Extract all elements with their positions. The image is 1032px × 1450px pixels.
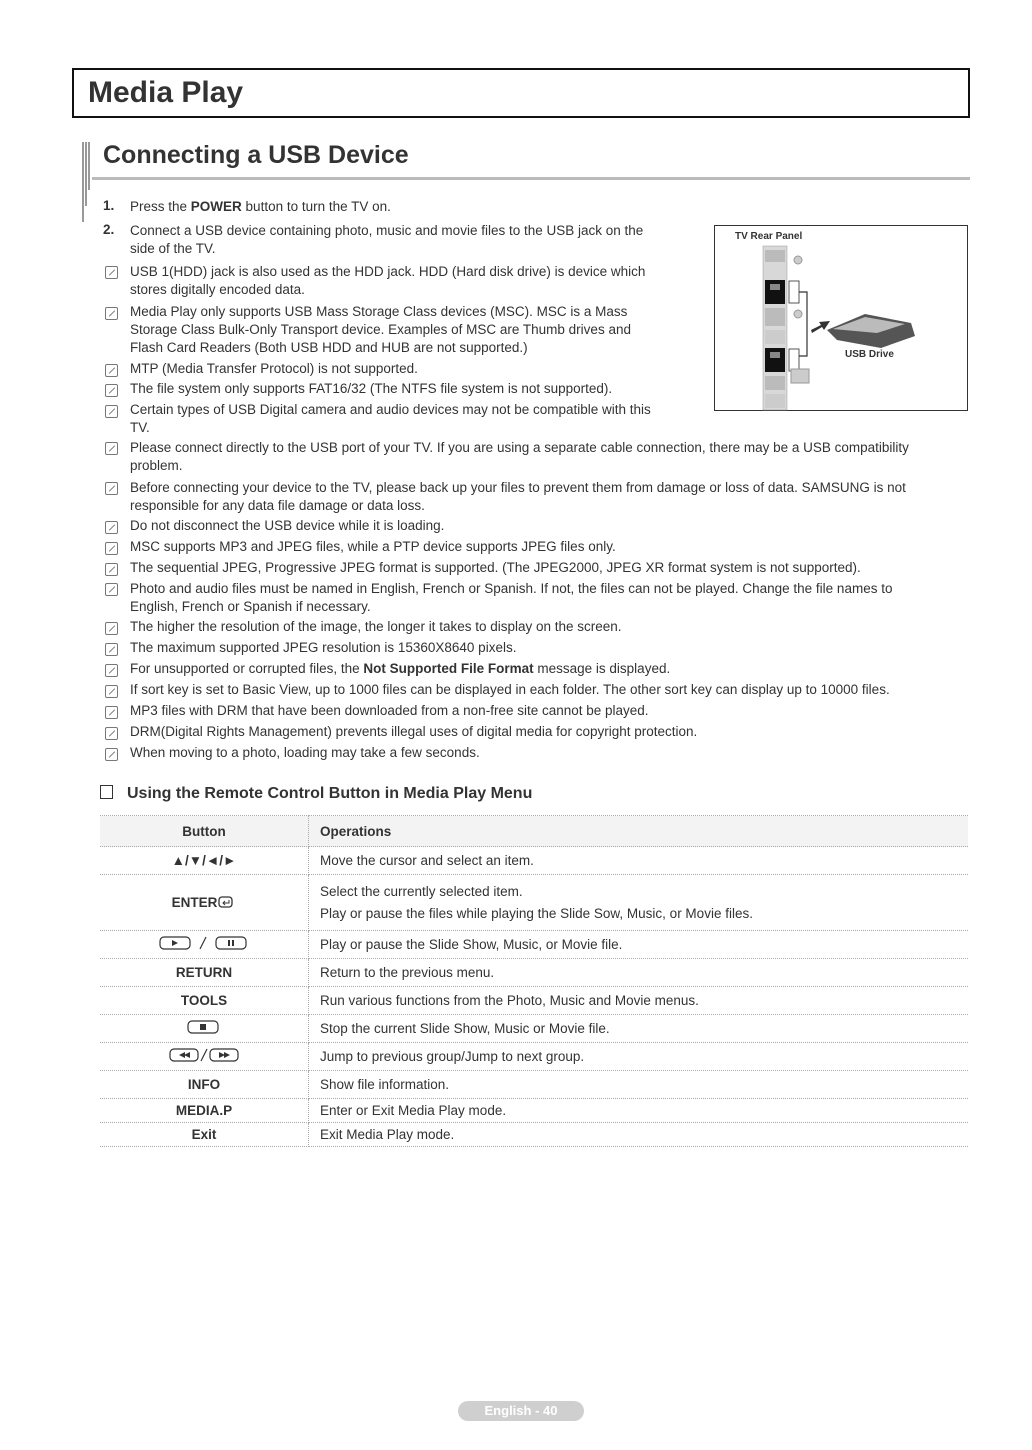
button-cell: RETURN [100, 959, 309, 987]
button-cell [100, 1043, 309, 1071]
note-icon [105, 542, 118, 555]
note-icon [105, 521, 118, 534]
step-number: 1. [103, 198, 115, 213]
note-text: When moving to a photo, loading may take a few seconds. [130, 745, 480, 760]
button-cell: MEDIA.P [100, 1099, 309, 1123]
operation-cell: Move the cursor and select an item. [309, 847, 969, 875]
page-title-box [72, 68, 970, 118]
enter-icon [218, 896, 236, 908]
note-text: If sort key is set to Basic View, up to 1000 files can be displayed in each folder. The other sort key can display up to 10000 files. [130, 682, 890, 697]
operation-cell: Return to the previous menu. [309, 959, 969, 987]
note-text: The maximum supported JPEG resolution is 15360X8640 pixels. [130, 640, 517, 655]
checkbox-bullet-icon [100, 785, 113, 799]
step-text: Connect a USB device containing photo, music and movie files to the USB jack on the [130, 223, 644, 238]
step-text: Press the POWER button to turn the TV on. [130, 199, 391, 214]
note-text: Media Play only supports USB Mass Storage Class devices (MSC). MSC is a Mass [130, 304, 628, 319]
note-icon [105, 442, 118, 455]
remote-buttons-table [100, 815, 968, 1147]
page-title: Media Play [88, 76, 244, 109]
section-rule [92, 177, 970, 180]
note-text: USB 1(HDD) jack is also used as the HDD jack. HDD (Hard disk drive) is device which [130, 264, 646, 279]
column-header-button: Button [100, 816, 309, 847]
note-icon [105, 563, 118, 576]
table-row [100, 1071, 968, 1099]
note-text: English, French or Spanish if necessary. [130, 599, 371, 614]
note-text: MP3 files with DRM that have been downloaded from a non-free site cannot be played. [130, 703, 649, 718]
note-icon [105, 727, 118, 740]
button-cell: ▲/▼/◄/► [100, 847, 309, 875]
subsection-title: Using the Remote Control Button in Media Play Menu [100, 785, 532, 803]
table-row [100, 959, 968, 987]
note-icon [105, 266, 118, 279]
rewind-forward-icon [169, 1047, 239, 1063]
note-icon [105, 307, 118, 320]
note-icon [105, 664, 118, 677]
note-icon [105, 706, 118, 719]
column-header-operations: Operations [309, 816, 969, 847]
note-text: MTP (Media Transfer Protocol) is not supported. [130, 361, 418, 376]
note-text: Storage Class Bulk-Only Transport device. Examples of MSC are Thumb drives and [130, 322, 631, 337]
tv-rear-panel-figure [714, 225, 968, 411]
note-text: Do not disconnect the USB device while it is loading. [130, 518, 445, 533]
table-header-row [100, 816, 968, 847]
note-text: DRM(Digital Rights Management) prevents illegal uses of digital media for copyright protection. [130, 724, 698, 739]
operation-cell: Exit Media Play mode. [309, 1123, 969, 1147]
note-text: Certain types of USB Digital camera and audio devices may not be compatible with this [130, 402, 651, 417]
figure-label-tv-rear-panel: TV Rear Panel [735, 231, 803, 242]
button-cell: INFO [100, 1071, 309, 1099]
note-text: The file system only supports FAT16/32 (The NTFS file system is not supported). [130, 381, 613, 396]
note-text: Before connecting your device to the TV, please back up your files to prevent them from damage or loss of data. SAMSUNG is not [130, 480, 906, 495]
note-icon [105, 482, 118, 495]
table-row [100, 1123, 968, 1147]
section-title: Connecting a USB Device [103, 141, 409, 169]
note-icon [105, 622, 118, 635]
note-text: Please connect directly to the USB port of your TV. If you are using a separate cable connection, there may be a USB compatibility [130, 440, 909, 455]
note-icon [105, 405, 118, 418]
note-text: Flash Card Readers (Both USB HDD and HUB are not supported.) [130, 340, 528, 355]
table-row [100, 847, 968, 875]
note-text: The higher the resolution of the image, the longer it takes to display on the screen. [130, 619, 622, 634]
step-number: 2. [103, 222, 115, 237]
operation-cell: Show file information. [309, 1071, 969, 1099]
note-text: Photo and audio files must be named in English, French or Spanish. If not, the files can not be played. Change the file names to [130, 581, 893, 596]
table-row [100, 987, 968, 1015]
figure-label-usb-drive: USB Drive [845, 349, 894, 360]
button-cell: Exit [100, 1123, 309, 1147]
operation-cell: Run various functions from the Photo, Music and Movie menus. [309, 987, 969, 1015]
note-text: stores digitally encoded data. [130, 282, 305, 297]
table-row [100, 875, 968, 931]
note-icon [105, 384, 118, 397]
note-icon [105, 364, 118, 377]
note-icon [105, 643, 118, 656]
table-row [100, 1099, 968, 1123]
button-cell [100, 931, 309, 959]
note-text: responsible for any data file damage or data loss. [130, 498, 425, 513]
operation-cell: Jump to previous group/Jump to next group. [309, 1043, 969, 1071]
table-row [100, 1015, 968, 1043]
button-cell: ENTER [100, 875, 309, 931]
note-text: MSC supports MP3 and JPEG files, while a PTP device supports JPEG files only. [130, 539, 616, 554]
button-cell: TOOLS [100, 987, 309, 1015]
stop-icon [187, 1019, 221, 1035]
note-icon [105, 748, 118, 761]
operation-cell: Play or pause the Slide Show, Music, or Movie file. [309, 931, 969, 959]
section-marker [82, 142, 90, 222]
operation-cell: Stop the current Slide Show, Music or Movie file. [309, 1015, 969, 1043]
page-number-badge: English - 40 [458, 1401, 584, 1421]
table-row [100, 931, 968, 959]
note-text: TV. [130, 420, 150, 435]
rear-panel-illustration [715, 226, 969, 412]
table-row [100, 1043, 968, 1071]
step-text: side of the TV. [130, 241, 216, 256]
note-icon [105, 685, 118, 698]
note-text: problem. [130, 458, 183, 473]
operation-cell: Select the currently selected item. Play or pause the files while playing the Slide Sow, Music, or Movie files. [309, 875, 969, 931]
operation-cell: Enter or Exit Media Play mode. [309, 1099, 969, 1123]
button-cell [100, 1015, 309, 1043]
note-icon [105, 583, 118, 596]
note-text: For unsupported or corrupted files, the Not Supported File Format message is displayed. [130, 661, 671, 676]
note-text: The sequential JPEG, Progressive JPEG format is supported. (The JPEG2000, JPEG XR format system is not supported). [130, 560, 861, 575]
play-pause-icon [159, 935, 249, 951]
